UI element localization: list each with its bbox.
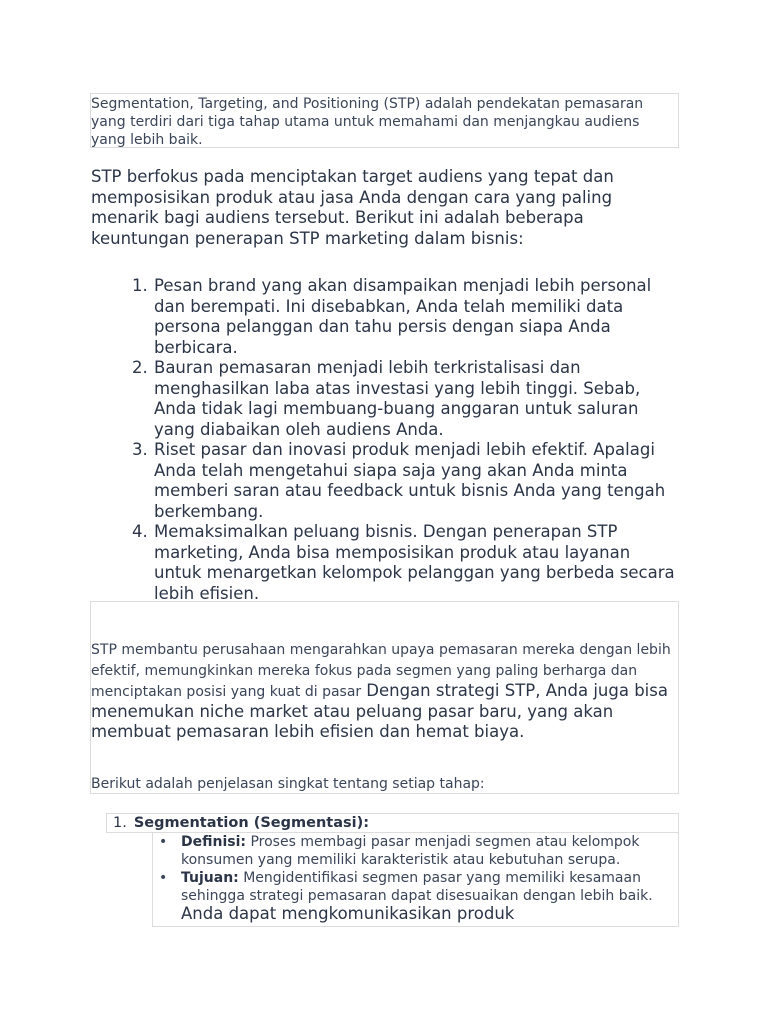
benefit-number: 3. [132, 440, 148, 459]
benefit-number: 1. [132, 276, 148, 295]
detail-extra-text: Anda dapat mengkomunikasikan produk [181, 904, 515, 923]
steps-intro: Berikut adalah penjelasan singkat tentang setiap tahap: [91, 776, 485, 792]
intro-text: Segmentation, Targeting, and Positioning (STP) adalah pendekatan pemasaran yang terdiri dari tiga tahap utama untuk memahami dan menjangkau audiens yang lebih baik. [91, 96, 644, 148]
benefit-item [91, 276, 676, 358]
bullet-icon: • [159, 834, 168, 850]
step-heading [113, 814, 369, 832]
benefit-text: Bauran pemasaran menjadi lebih terkristalisasi dan menghasilkan laba atas investasi yang lebih tinggi. Sebab, Anda tidak lagi membuang-buang anggaran untuk saluran yang diabaikan oleh audiens Anda. [154, 358, 641, 439]
benefit-list [91, 276, 676, 604]
benefit-number: 4. [132, 522, 148, 541]
detail-label: Definisi: [181, 834, 246, 850]
step-number: 1. [113, 815, 127, 831]
benefit-text: Riset pasar dan inovasi produk menjadi lebih efektif. Apalagi Anda telah mengetahui siapa saja yang akan Anda minta memberi saran atau feedback untuk bisnis Anda yang tengah berkembang. [154, 440, 666, 521]
detail-text: Proses membagi pasar menjadi segmen atau kelompok konsumen yang memiliki karakteristik atau kebutuhan serupa. [181, 834, 640, 868]
intro-box [90, 93, 679, 148]
stp-paragraph: STP berfokus pada menciptakan target audiens yang tepat dan memposisikan produk atau jasa Anda dengan cara yang paling menarik bagi audiens tersebut. Berikut ini adalah beberapa keuntungan penerapan STP marketing dalam bisnis: [91, 167, 614, 248]
benefit-text: Pesan brand yang akan disampaikan menjadi lebih personal dan berempati. Ini disebabkan, Anda telah memiliki data persona pelanggan dan tahu persis dengan siapa Anda berbicara. [154, 276, 652, 357]
detail-text: Mengidentifikasi segmen pasar yang memiliki kesamaan sehingga strategi pemasaran dapat disesuaikan dengan lebih baik. [181, 870, 653, 904]
step-heading-box [106, 813, 679, 833]
detail-box [152, 832, 679, 927]
detail-label: Tujuan: [181, 870, 239, 886]
step-title: Segmentation (Segmentasi): [133, 815, 370, 831]
benefit-item [91, 522, 676, 604]
benefit-item [91, 358, 676, 440]
summary-paragraph [91, 639, 678, 742]
detail-list [153, 833, 678, 924]
summary-box [90, 601, 679, 794]
benefit-text: Memaksimalkan peluang bisnis. Dengan penerapan STP marketing, Anda bisa memposisikan produk atau layanan untuk menargetkan kelompok pelanggan yang berbeda secara lebih efisien. [154, 522, 675, 603]
bullet-icon: • [159, 870, 168, 886]
summary-large-text: Dengan strategi STP, Anda juga bisa menemukan niche market atau peluang pasar baru, yang akan membuat pemasaran lebih efisien dan hemat biaya. [91, 681, 668, 741]
detail-item [153, 869, 678, 924]
benefit-number: 2. [132, 358, 148, 377]
detail-item [153, 833, 678, 869]
benefit-item [91, 440, 676, 522]
summary-small-text: STP membantu perusahaan mengarahkan upaya pemasaran mereka dengan lebih efektif, memungkinkan mereka fokus pada segmen yang paling berharga dan menciptakan posisi yang kuat di pasar [91, 642, 671, 700]
